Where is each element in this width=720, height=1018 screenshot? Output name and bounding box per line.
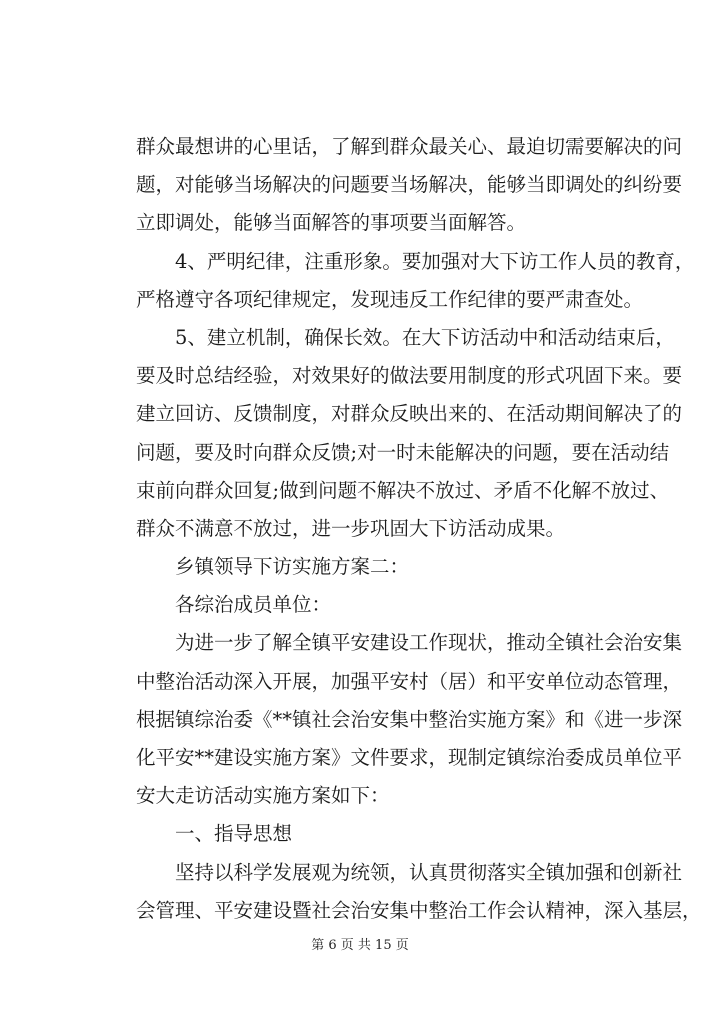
- text-line: 题，对能够当场解决的问题要当场解决，能够当即调处的纠纷要: [136, 173, 683, 197]
- text-line: 根据镇综治委《**镇社会治安集中整治实施方案》和《进一步深: [136, 707, 683, 731]
- text-line: 为进一步了解全镇平安建设工作现状，推动全镇社会治安集: [136, 631, 683, 655]
- text-line: 立即调处，能够当面解答的事项要当面解答。: [136, 211, 527, 235]
- page-footer: 第 6 页 共 15 页: [311, 938, 409, 953]
- text-line: 中整治活动深入开展，加强平安村（居）和平安单位动态管理，: [136, 669, 683, 693]
- text-line: 要及时总结经验，对效果好的做法要用制度的形式巩固下来。要: [136, 364, 683, 388]
- text-line: 化平安**建设实施方案》文件要求，现制定镇综治委成员单位平: [136, 746, 683, 769]
- text-line: 坚持以科学发展观为统领，认真贯彻落实全镇加强和创新社: [136, 860, 683, 884]
- text-line: 问题，要及时向群众反馈;对一时未能解决的问题，要在活动结: [136, 440, 670, 464]
- text-line: 会管理、平安建设暨社会治安集中整治工作会认精神，深入基层，: [136, 898, 702, 922]
- text-line: 5、建立机制，确保长效。在大下访活动中和活动结束后，: [136, 325, 675, 349]
- text-line: 建立回访、反馈制度，对群众反映出来的、在活动期间解决了的: [136, 402, 683, 426]
- text-line: 严格遵守各项纪律规定，发现违反工作纪律的要严肃查处。: [136, 287, 644, 311]
- text-line: 一、指导思想: [136, 822, 293, 846]
- text-line: 群众最想讲的心里话，了解到群众最关心、最迫切需要解决的问: [136, 135, 683, 158]
- text-line: 乡镇领导下访实施方案二：: [136, 555, 410, 579]
- document-body: [136, 128, 702, 930]
- text-line: 4、严明纪律，注重形象。要加强对大下访工作人员的教育，: [136, 249, 695, 273]
- text-line: 安大走访活动实施方案如下：: [136, 784, 390, 808]
- text-line: 束前向群众回复;做到问题不解决不放过、矛盾不化解不放过、: [136, 478, 670, 502]
- text-line: 群众不满意不放过，进一步巩固大下访活动成果。: [136, 516, 566, 540]
- text-line: 各综治成员单位：: [136, 593, 332, 617]
